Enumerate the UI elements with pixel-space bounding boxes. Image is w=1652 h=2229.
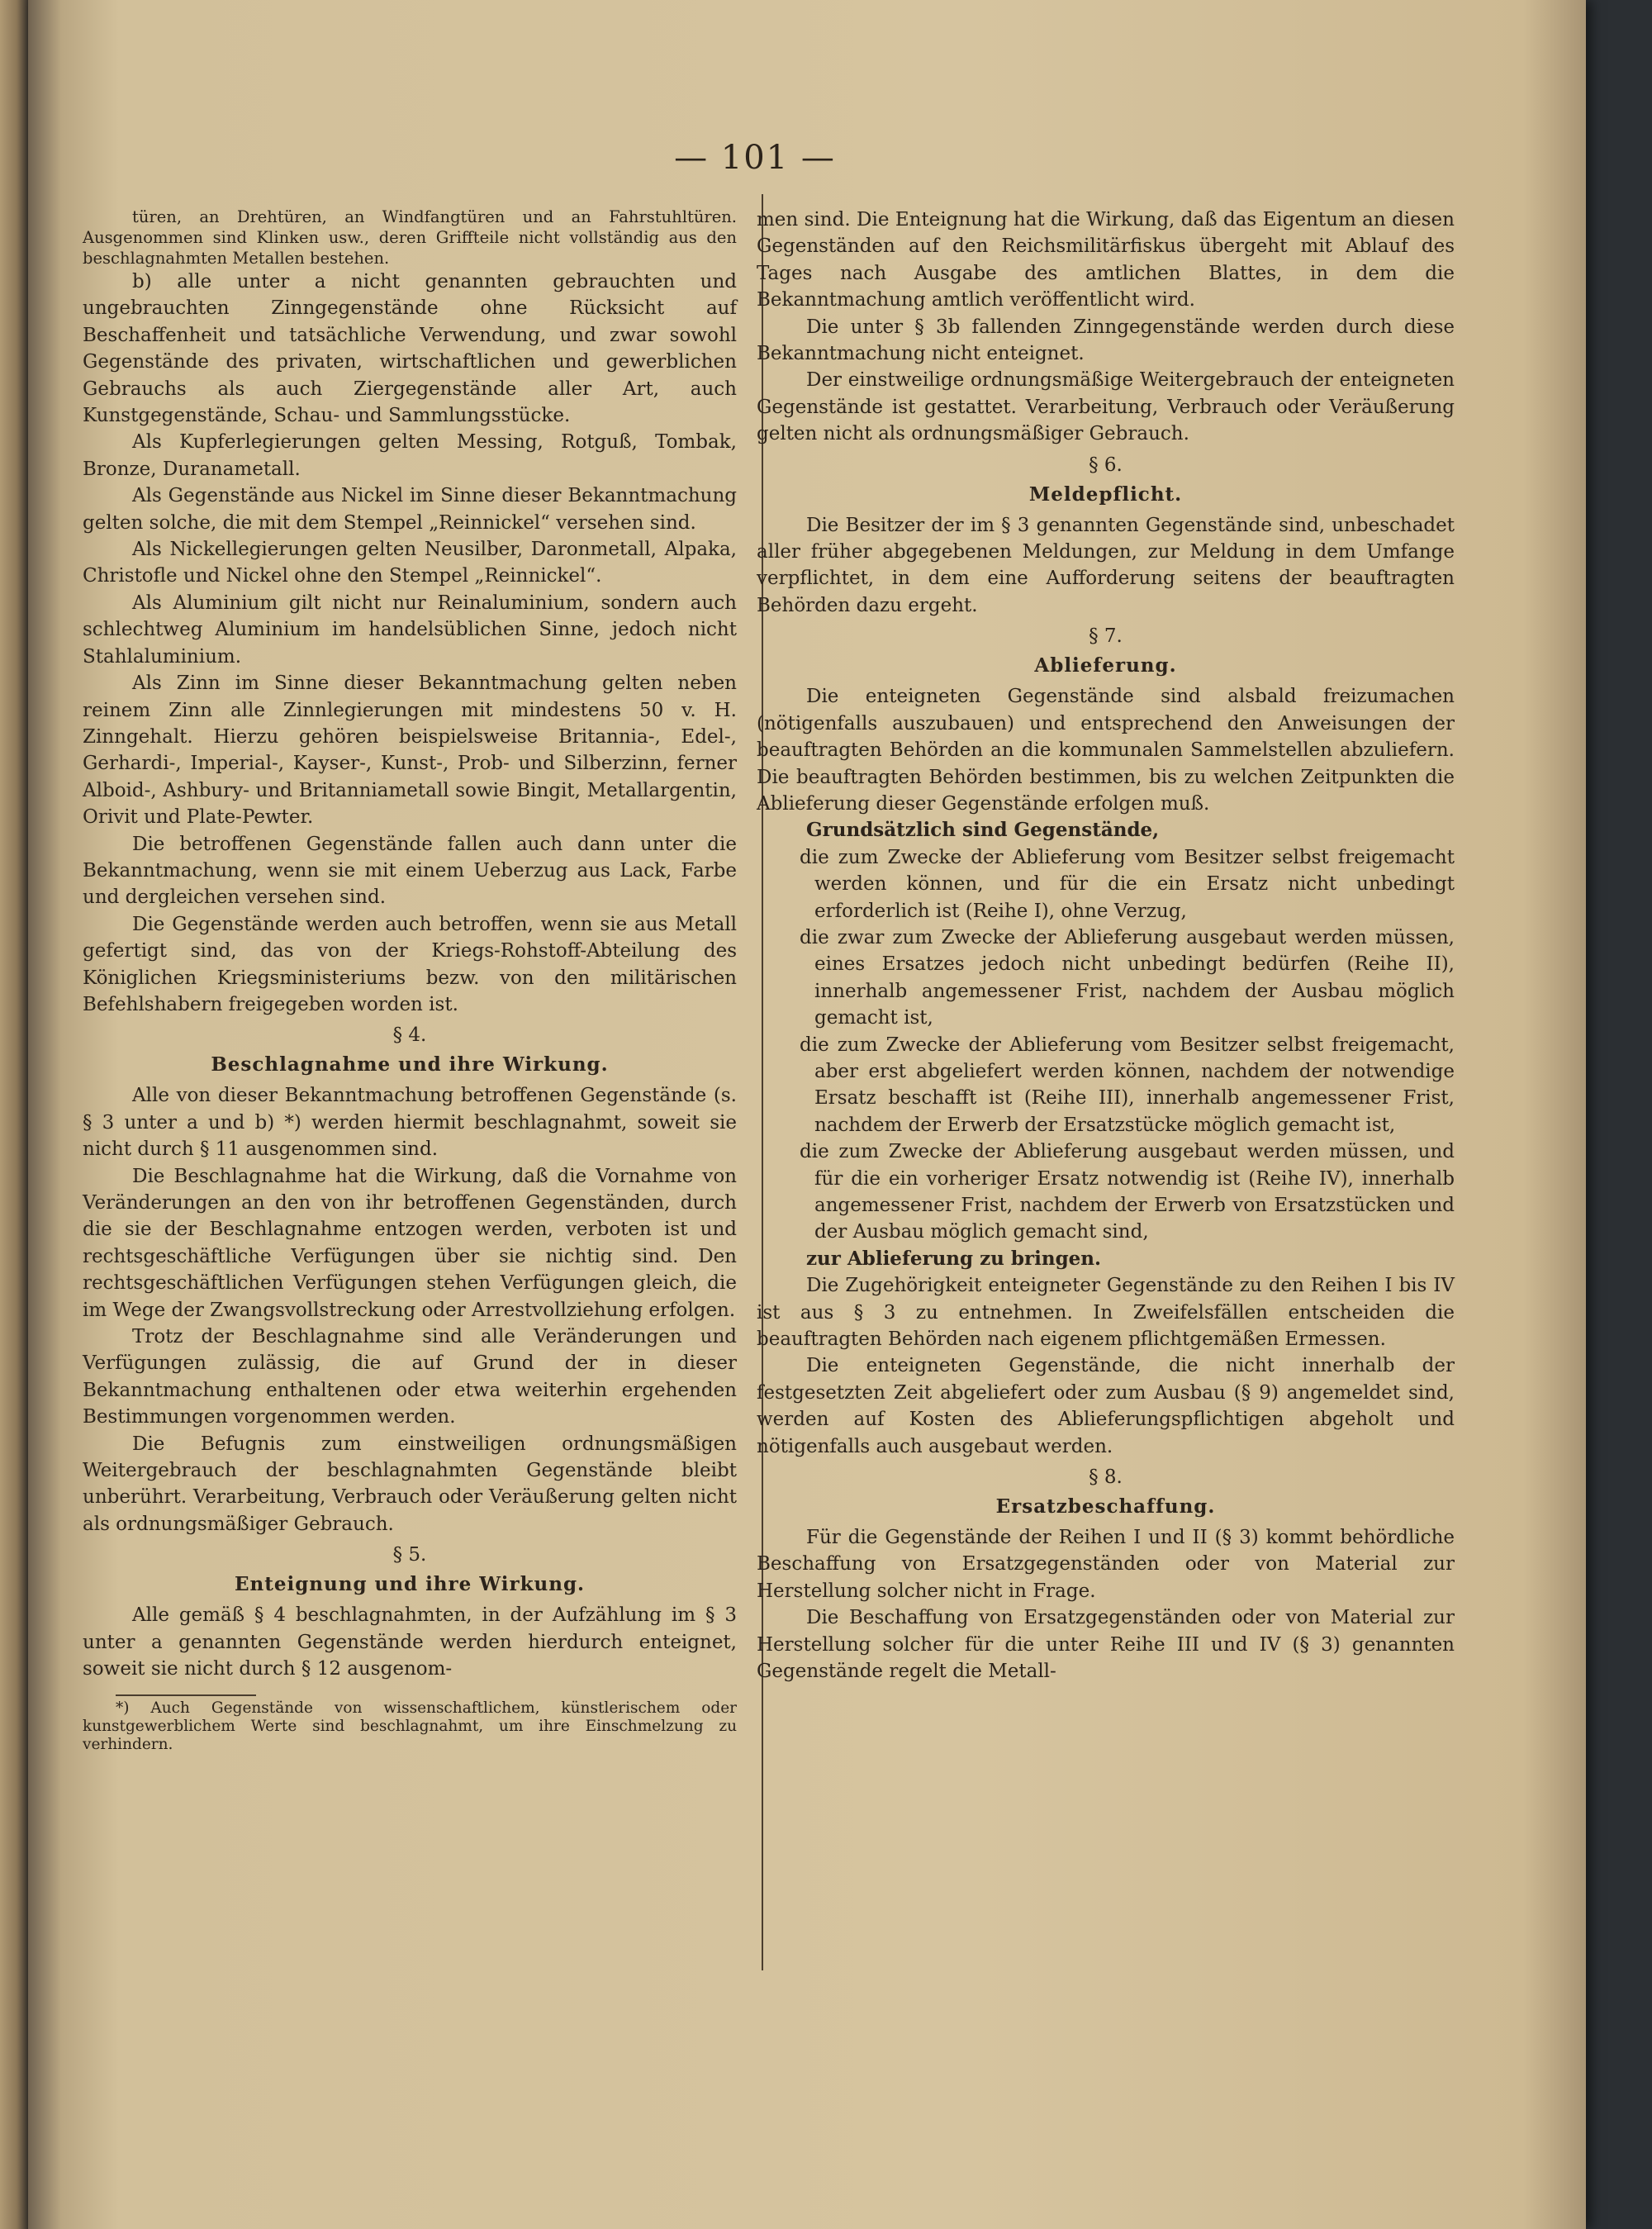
definition-nickel: Als Gegenstände aus Nickel im Sinne dieser Bekanntmachung gelten solche, die mit dem Stempel „Reinnickel“ versehen sind. — [83, 485, 737, 534]
definition-coated: Die betroffenen Gegenstände fallen auch dann unter die Bekanntmachung, wenn sie mit einem Ueberzug aus Lack, Farbe und dergleichen versehen sind. — [83, 833, 737, 909]
footnote: *) Auch Gegenstände von wissenschaftlichem, künstlerischem oder kunstgewerblichem Werte sind beschlagnahmt, um ihre Einschmelzung zu verhindern. — [83, 1699, 737, 1753]
section-7-item: die zum Zwecke der Ablieferung vom Besitzer selbst freigemacht, aber erst abgeliefert werden können, nachdem der notwendige Ersatz beschafft ist (Reihe III), innerhalb angemessener Frist, nachdem der Erwerb der Ersatzstücke möglich gemacht ist, — [800, 1034, 1455, 1136]
paragraph: Der einstweilige ordnungsmäßige Weitergebrauch der enteigneten Gegenstände ist gestattet. Verarbeitung, Verbrauch oder Veräußerung gelten nicht als ordnungsmäßiger Gebrauch. — [757, 369, 1455, 445]
document-page — [28, 0, 1586, 2229]
section-5-number: § 5. — [392, 1544, 427, 1566]
section-4-paragraph: Trotz der Beschlagnahme sind alle Veränderungen und Verfügungen zulässig, die auf Grund der in dieser Bekanntmachung enthaltenen oder etwa weiterhin ergehenden Bestimmungen vorgenommen werden. — [83, 1326, 737, 1428]
paragraph: Die unter § 3b fallenden Zinngegenstände werden durch diese Bekanntmachung nicht enteignet. — [757, 316, 1455, 365]
section-7-paragraph: Die enteigneten Gegenstände, die nicht innerhalb der festgesetzten Zeit abgeliefert oder zum Ausbau (§ 9) angemeldet sind, werden auf Kosten des Ablieferungspflichtigen abgeholt und nötigenfalls auch ausgebaut werden. — [757, 1355, 1455, 1457]
section-7-item: die zwar zum Zwecke der Ablieferung ausgebaut werden müssen, eines Ersatzes jedoch nicht unbedingt bedürfen (Reihe II), innerhalb angemessener Frist, nachdem der Ausbau möglich gemacht ist, — [800, 926, 1455, 1029]
page-number: — 101 — — [674, 139, 836, 177]
section-7-item: die zum Zwecke der Ablieferung ausgebaut werden müssen, und für die ein vorheriger Ersatz notwendig ist (Reihe IV), innerhalb angemessener Frist, nachdem der Erwerb von Ersatzstücken und der Ausbau möglich gemacht sind, — [800, 1141, 1455, 1243]
section-4-number: § 4. — [392, 1024, 427, 1047]
section-6-title: Meldepflicht. — [1028, 482, 1183, 506]
definition-nickel-alloys: Als Nickellegierungen gelten Neusilber, Daronmetall, Alpaka, Christofle und Nickel ohne den Stempel „Reinnickel“. — [83, 539, 737, 587]
section-7-tail: zur Ablieferung zu bringen. — [806, 1247, 1102, 1270]
section-7-title: Ablieferung. — [1034, 654, 1177, 677]
section-5-title: Enteignung und ihre Wirkung. — [234, 1573, 586, 1596]
definition-copper-alloys: Als Kupferlegierungen gelten Messing, Rotguß, Tombak, Bronze, Duranametall. — [83, 431, 737, 480]
left-column — [83, 207, 737, 1754]
section-8-number: § 8. — [1089, 1466, 1123, 1489]
footnote-rule — [116, 1694, 256, 1696]
section-4-paragraph: Alle von dieser Bekanntmachung betroffenen Gegenstände (s. § 3 unter a und b) *) werden hiermit beschlagnahmt, soweit sie nicht durch § 11 ausgenommen sind. — [83, 1085, 737, 1161]
facing-page-edge — [0, 0, 28, 2229]
section-6-number: § 6. — [1089, 454, 1123, 476]
definition-released-metal: Die Gegenstände werden auch betroffen, wenn sie aus Metall gefertigt sind, das von der Kriegs-Rohstoff-Abteilung des Königlichen Kriegsministeriums bezw. von den militärischen Befehlshabern freigegeben worden ist. — [83, 913, 737, 1015]
right-column — [757, 207, 1455, 1685]
section-7-paragraph: Die Zugehörigkeit enteigneter Gegenstände zu den Reihen I bis IV ist aus § 3 zu entnehmen. In Zweifelsfällen entscheiden die beauftragten Behörden nach eigenem pflichtgemäßen Ermessen. — [757, 1275, 1455, 1351]
section-4-paragraph: Die Beschlagnahme hat die Wirkung, daß die Vornahme von Veränderungen an den von ihr betroffenen Gegenständen, durch die sie der Beschlagnahme entzogen werden, verboten ist und rechtsgeschäftliche Verfügungen über sie nichtig sind. Den rechtsgeschäftlichen Verfügungen stehen Verfügungen gleich, die im Wege der Zwangsvollstreckung oder Arrestvollziehung erfolgen. — [83, 1165, 737, 1321]
section-7-number: § 7. — [1089, 625, 1123, 648]
section-5-paragraph: Alle gemäß § 4 beschlagnahmten, in der Aufzählung im § 3 unter a genannten Gegenstände werden hierdurch enteignet, soweit sie nicht durch § 12 ausgenom- — [83, 1604, 737, 1680]
section-4-paragraph: Die Befugnis zum einstweiligen ordnungsmäßigen Weitergebrauch der beschlagnahmten Gegenstände bleibt unberührt. Verarbeitung, Verbrauch oder Veräußerung gelten nicht als ordnungsmäßiger Gebrauch. — [83, 1433, 737, 1535]
section-7-paragraph: Die enteigneten Gegenstände sind alsbald freizumachen (nötigenfalls auszubauen) und entsprechend den Anweisungen der beauftragten Behörden an die kommunalen Sammelstellen abzuliefern. Die beauftragten Behörden bestimmen, bis zu welchen Zeitpunkten die Ablieferung dieser Gegenstände erfolgen muß. — [757, 686, 1455, 815]
section-8-paragraph: Für die Gegenstände der Reihen I und II (§ 3) kommt behördliche Beschaffung von Ersatzgegenständen oder von Material zur Herstellung solcher nicht in Frage. — [757, 1527, 1455, 1602]
section-6-paragraph: Die Besitzer der im § 3 genannten Gegenstände sind, unbeschadet aller früher abgegebenen Meldungen, zur Meldung in dem Umfange verpflichtet, in dem eine Aufforderung seitens der beauftragten Behörden dazu ergeht. — [757, 514, 1455, 616]
intro-text: türen, an Drehtüren, an Windfangtüren und an Fahrstuhltüren. Ausgenommen sind Klinken usw., deren Griffteile nicht vollständig aus den beschlagnahmten Metallen bestehen. — [83, 207, 737, 268]
definition-tin: Als Zinn im Sinne dieser Bekanntmachung gelten neben reinem Zinn alle Zinnlegierungen mit mindestens 50 v. H. Zinngehalt. Hierzu gehören beispielsweise Britannia-, Edel-, Gerhardi-, Imperial-, Kayser-, Kunst-, Prob- und Silberzinn, ferner Alboid-, Ashbury- und Britanniametall sowie Bingit, Metallargentin, Orivit und Plate-Pewter. — [83, 673, 737, 829]
section-7-lead: Grundsätzlich sind Gegenstände, — [806, 819, 1160, 842]
section-4-title: Beschlagnahme und ihre Wirkung. — [211, 1053, 609, 1076]
section-7-item: die zum Zwecke der Ablieferung vom Besitzer selbst freigemacht werden können, und für die ein Ersatz nicht unbedingt erforderlich ist (Reihe I), ohne Verzug, — [800, 846, 1455, 922]
section-8-paragraph: Die Beschaffung von Ersatzgegenständen oder von Material zur Herstellung solcher für die unter Reihe III und IV (§ 3) genannten Gegenstände regelt die Metall- — [757, 1607, 1455, 1683]
item-b: b) alle unter a nicht genannten gebrauchten und ungebrauchten Zinngegenstände ohne Rücksicht auf Beschaffenheit und tatsächliche Verwendung, und zwar sowohl Gegenstände des privaten, wirtschaftlichen und gewerblichen Gebrauchs als auch Ziergegenstände aller Art, auch Kunstgegenstände, Schau- und Sammlungsstücke. — [83, 271, 737, 427]
section-8-title: Ersatzbeschaffung. — [995, 1495, 1216, 1518]
continued-paragraph: men sind. Die Enteignung hat die Wirkung, daß das Eigentum an diesen Gegenständen auf den Reichsmilitärfiskus übergeht mit Ablauf des Tages nach Ausgabe des amtlichen Blattes, in dem die Bekanntmachung amtlich veröffentlicht wird. — [757, 209, 1455, 311]
definition-aluminium: Als Aluminium gilt nicht nur Reinaluminium, sondern auch schlechtweg Aluminium im handelsüblichen Sinne, jedoch nicht Stahlaluminium. — [83, 592, 737, 668]
